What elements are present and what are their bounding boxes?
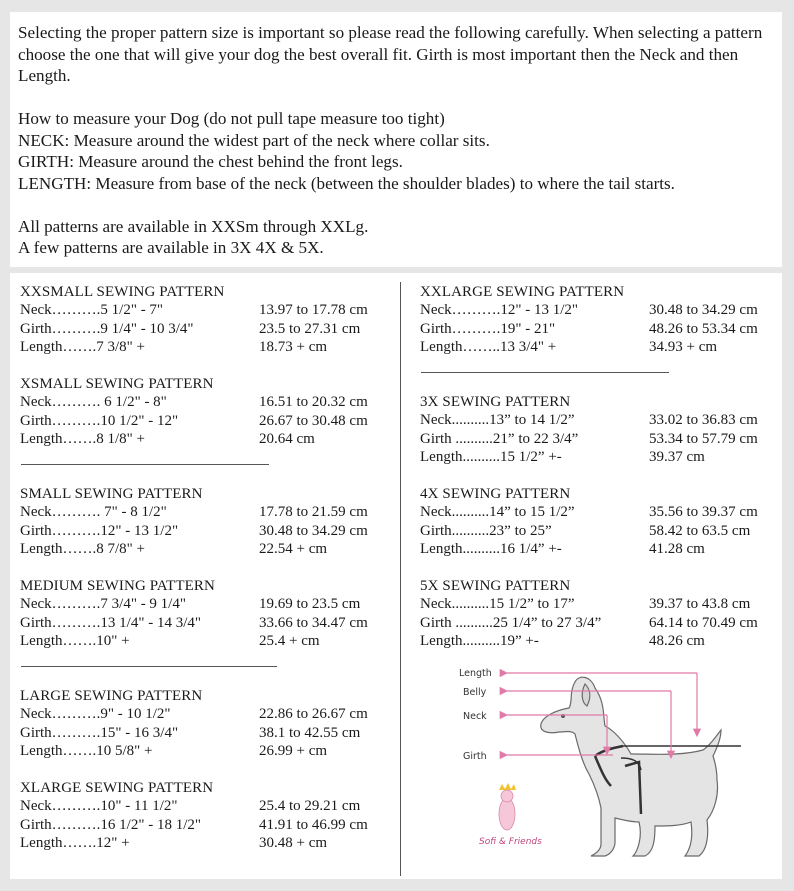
measure-inches: Neck……….9" - 10 1/2"	[20, 706, 171, 723]
measure-inches: Girth……….15" - 16 3/4"	[20, 724, 179, 741]
measure-inches: Length…….12" +	[20, 834, 130, 851]
section-title: XXSMALL SEWING PATTERN	[20, 284, 225, 300]
neck-row	[20, 503, 368, 521]
measure-cm: 13.97 to 17.78 cm	[259, 302, 368, 319]
measure-cm: 30.48 + cm	[259, 834, 328, 851]
measure-cm: 18.73 + cm	[259, 338, 328, 355]
girth-instruction-text: : Measure around the chest behind the front legs.	[69, 152, 403, 171]
length-label: Length	[459, 668, 492, 679]
measure-cm: 41.91 to 46.99 cm	[259, 816, 368, 833]
neck-row	[420, 301, 758, 319]
measure-inches: Girth……….12" - 13 1/2"	[20, 522, 179, 539]
cat-figure-icon	[499, 798, 515, 830]
measure-cm: 39.37 cm	[649, 448, 705, 465]
measure-cm: 19.69 to 23.5 cm	[259, 596, 361, 613]
measure-cm: 26.67 to 30.48 cm	[259, 412, 368, 429]
measure-cm: 39.37 to 43.8 cm	[649, 596, 751, 613]
length-row	[420, 448, 705, 466]
measure-cm: 35.56 to 39.37 cm	[649, 504, 758, 521]
section-title: XLARGE SEWING PATTERN	[20, 780, 214, 796]
dog-silhouette	[541, 677, 721, 856]
measure-inches: Neck………. 7" - 8 1/2"	[20, 504, 167, 521]
section-title: 4X SEWING PATTERN	[420, 486, 571, 502]
measure-inches: Length…….7 3/8" +	[20, 338, 145, 355]
girth-row	[20, 816, 368, 834]
belly-label: Belly	[463, 687, 487, 698]
intro-panel	[10, 12, 782, 267]
girth-row	[420, 430, 758, 448]
length-instruction-label: LENGTH	[18, 173, 87, 193]
measure-inches: Girth……….19" - 21"	[420, 320, 556, 337]
length-row	[20, 338, 328, 356]
measure-inches: Length…….10 5/8" +	[20, 742, 153, 759]
neck-label: Neck	[463, 711, 487, 722]
size-section-3x	[420, 393, 758, 466]
measure-inches: Girth……….16 1/2" - 18 1/2"	[20, 816, 201, 833]
section-title: 5X SEWING PATTERN	[420, 578, 571, 594]
measure-cm: 48.26 to 53.34 cm	[649, 320, 758, 337]
how-to-measure-heading: How to measure your Dog (do not pull tape measure too tight)	[18, 109, 445, 128]
measure-cm: 17.78 to 21.59 cm	[259, 504, 368, 521]
girth-row	[20, 522, 368, 540]
girth-label: Girth	[463, 751, 487, 762]
girth-row	[420, 320, 758, 338]
measure-cm: 16.51 to 20.32 cm	[259, 394, 368, 411]
cat-head-icon	[501, 790, 513, 802]
dog-body	[541, 677, 721, 856]
logo-text: Sofi & Friends	[479, 837, 542, 847]
girth-row	[20, 614, 368, 632]
section-title: LARGE SEWING PATTERN	[20, 688, 203, 704]
size-section-xxlarge	[420, 283, 758, 356]
measure-inches: Neck..........13” to 14 1/2”	[420, 412, 575, 429]
measure-inches: Neck..........14” to 15 1/2”	[420, 504, 575, 521]
measure-inches: Length……..13 3/4" +	[420, 338, 557, 355]
measure-cm: 22.54 + cm	[259, 540, 328, 557]
measure-inches: Girth ..........21” to 22 3/4”	[420, 430, 579, 447]
measure-cm: 26.99 + cm	[259, 742, 328, 759]
size-chart-panel	[10, 273, 782, 879]
intro-paragraph: Selecting the proper pattern size is important so please read the following carefully. When selecting a pattern choose the one that will give your dog the best overall fit. Girth is most important then the Neck and then Length.	[18, 23, 763, 85]
neck-instruction-text: : Measure around the widest part of the neck where collar sits.	[64, 130, 490, 150]
measure-inches: Length…….10" +	[20, 632, 130, 649]
crown-icon	[499, 783, 516, 790]
measure-cm: 33.66 to 34.47 cm	[259, 614, 368, 631]
section-title: MEDIUM SEWING PATTERN	[20, 578, 215, 594]
availability-note-extended: A few patterns are available in 3X 4X & 5X.	[18, 238, 324, 257]
column-divider	[400, 282, 401, 876]
divider	[421, 372, 669, 373]
size-section-xsmall	[20, 375, 368, 448]
measure-cm: 41.28 cm	[649, 540, 705, 557]
measure-cm: 48.26 cm	[649, 632, 705, 649]
length-row	[20, 742, 328, 760]
measure-inches: Neck……….7 3/4" - 9 1/4"	[20, 596, 186, 613]
neck-row	[420, 411, 758, 429]
length-row	[20, 540, 328, 558]
section-title: 3X SEWING PATTERN	[420, 394, 571, 410]
divider	[21, 464, 269, 465]
length-row	[20, 430, 315, 448]
measure-inches: Neck………. 6 1/2" - 8"	[20, 394, 167, 411]
length-row	[20, 632, 320, 650]
size-section-large	[20, 687, 368, 760]
neck-row	[20, 595, 361, 613]
size-section-xlarge	[20, 779, 368, 852]
measure-inches: Neck……….10" - 11 1/2"	[20, 798, 178, 815]
size-section-xxsmall	[20, 283, 368, 356]
length-instruction	[18, 173, 774, 195]
measure-inches: Length…….8 1/8" +	[20, 430, 145, 447]
availability-note: All patterns are available in XXSm through XXLg.	[18, 216, 369, 236]
neck-row	[20, 797, 361, 815]
girth-instruction-label: GIRTH	[18, 152, 70, 171]
measure-inches: Girth……….9 1/4" - 10 3/4"	[20, 320, 194, 337]
girth-instruction	[18, 151, 774, 173]
section-title: XXLARGE SEWING PATTERN	[420, 284, 625, 300]
measure-cm: 53.34 to 57.79 cm	[649, 430, 758, 447]
section-title: SMALL SEWING PATTERN	[20, 486, 203, 502]
measure-cm: 25.4 to 29.21 cm	[259, 798, 361, 815]
measure-inches: Length..........15 1/2” +-	[420, 448, 562, 465]
measure-inches: Length..........19” +-	[420, 632, 539, 649]
measure-inches: Length…….8 7/8" +	[20, 540, 145, 557]
measure-cm: 58.42 to 63.5 cm	[649, 522, 751, 539]
sofi-friends-logo	[479, 783, 542, 847]
length-instruction-text: : Measure from base of the neck (between the shoulder blades) to where the tail starts.	[86, 173, 675, 193]
size-section-5x	[420, 577, 758, 650]
measure-cm: 30.48 to 34.29 cm	[649, 302, 758, 319]
size-section-small	[20, 485, 368, 558]
measure-inches: Girth……….10 1/2" - 12"	[20, 412, 179, 429]
size-section-medium	[20, 577, 368, 650]
length-row	[20, 834, 328, 852]
measure-inches: Girth……….13 1/4" - 14 3/4"	[20, 614, 201, 631]
girth-row	[420, 522, 751, 540]
measure-inches: Girth ..........25 1/4” to 27 3/4”	[420, 614, 602, 631]
measure-cm: 38.1 to 42.55 cm	[259, 724, 361, 741]
measure-inches: Girth..........23” to 25”	[420, 522, 552, 539]
girth-row	[20, 412, 368, 430]
measure-cm: 34.93 + cm	[649, 338, 718, 355]
measure-cm: 33.02 to 36.83 cm	[649, 412, 758, 429]
measure-cm: 25.4 + cm	[259, 632, 320, 649]
neck-instruction	[18, 130, 774, 152]
length-row	[420, 540, 705, 558]
size-section-4x	[420, 485, 758, 558]
measure-inches: Neck..........15 1/2” to 17”	[420, 596, 575, 613]
measure-inches: Length..........16 1/4” +-	[420, 540, 562, 557]
girth-row	[20, 320, 361, 338]
length-row	[420, 632, 705, 650]
measure-cm: 30.48 to 34.29 cm	[259, 522, 368, 539]
measure-inches: Neck……….5 1/2" - 7"	[20, 302, 164, 319]
measure-cm: 64.14 to 70.49 cm	[649, 614, 758, 631]
measure-cm: 23.5 to 27.31 cm	[259, 320, 361, 337]
dog-measurement-diagram	[445, 658, 785, 876]
measure-cm: 20.64 cm	[259, 430, 315, 447]
neck-row	[20, 393, 368, 411]
neck-row	[420, 503, 758, 521]
girth-row	[20, 724, 361, 742]
divider	[21, 666, 277, 667]
neck-row	[20, 705, 368, 723]
neck-instruction-label: NECK	[18, 130, 65, 150]
measure-inches: Neck……….12" - 13 1/2"	[420, 302, 579, 319]
neck-row	[420, 595, 751, 613]
measure-cm: 22.86 to 26.67 cm	[259, 706, 368, 723]
neck-row	[20, 301, 368, 319]
length-row	[420, 338, 718, 356]
girth-row	[420, 614, 758, 632]
section-title: XSMALL SEWING PATTERN	[20, 376, 214, 392]
